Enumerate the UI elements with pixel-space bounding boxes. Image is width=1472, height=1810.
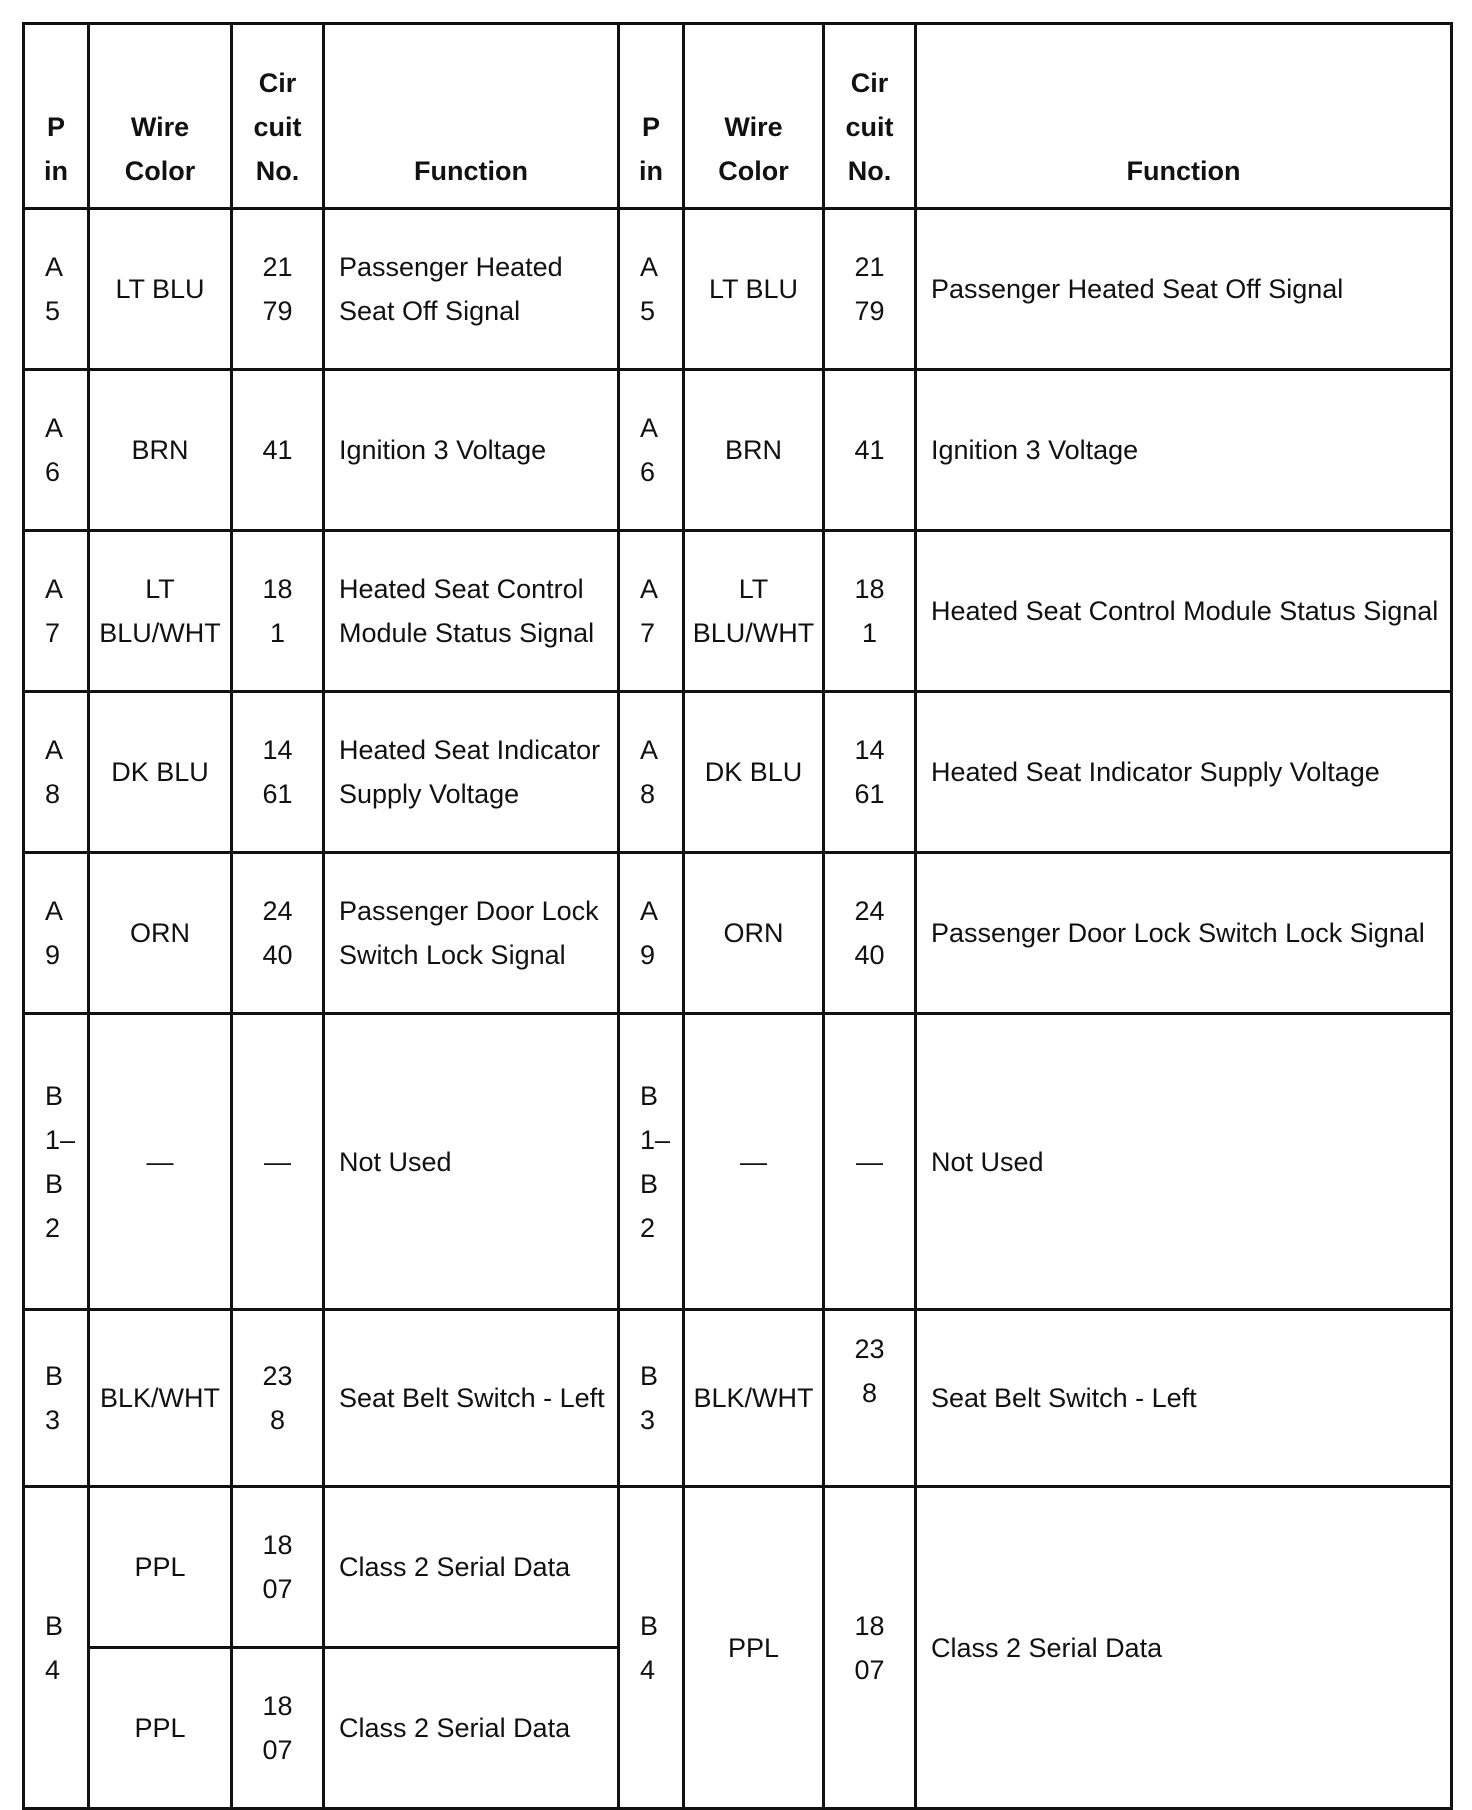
circuit-header-right: Cir cuit No.: [824, 24, 916, 209]
table-row: [24, 1014, 1452, 1310]
function-cell-right: Heated Seat Indicator Supply Voltage: [916, 692, 1452, 853]
circuit-cell: 2179: [232, 209, 324, 370]
circuit-cell-right: 41: [824, 370, 916, 531]
wire-color-cell-right: LT BLU: [684, 209, 824, 370]
circuit-cell-right: 2179: [824, 209, 916, 370]
pin-cell: A8: [24, 692, 89, 853]
function-cell: Class 2 Serial Data: [324, 1487, 619, 1648]
pin-header-right: P in: [619, 24, 684, 209]
circuit-cell-right: 1461: [824, 692, 916, 853]
pin-cell-right: A6: [619, 370, 684, 531]
wire-color-cell: LT BLU/WHT: [89, 531, 232, 692]
header-row: [24, 24, 1452, 209]
pin-cell: B1–B2: [24, 1014, 89, 1310]
table-row: [24, 692, 1452, 853]
circuit-cell: 1461: [232, 692, 324, 853]
pin-cell-right: A9: [619, 853, 684, 1014]
function-cell: Not Used: [324, 1014, 619, 1310]
circuit-header: Cir cuit No.: [232, 24, 324, 209]
circuit-cell-right: 1807: [824, 1487, 916, 1809]
function-cell: Ignition 3 Voltage: [324, 370, 619, 531]
circuit-cell: 41: [232, 370, 324, 531]
table-row: [24, 209, 1452, 370]
wire-color-cell-right: LT BLU/WHT: [684, 531, 824, 692]
wire-color-cell: PPL: [89, 1487, 232, 1648]
wire-color-cell-right: —: [684, 1014, 824, 1310]
wire-color-cell-right: DK BLU: [684, 692, 824, 853]
function-cell-right: Class 2 Serial Data: [916, 1487, 1452, 1809]
wire-color-cell: DK BLU: [89, 692, 232, 853]
function-cell-right: Ignition 3 Voltage: [916, 370, 1452, 531]
pin-cell: A6: [24, 370, 89, 531]
function-cell: Class 2 Serial Data: [324, 1648, 619, 1809]
circuit-cell-right: 181: [824, 531, 916, 692]
circuit-cell: —: [232, 1014, 324, 1310]
pin-cell-right: B1–B2: [619, 1014, 684, 1310]
function-cell-right: Not Used: [916, 1014, 1452, 1310]
circuit-cell: 1807: [232, 1487, 324, 1648]
pin-cell: B4: [24, 1487, 89, 1809]
connector-pinout-table: [22, 22, 1453, 1810]
wire-color-cell-right: PPL: [684, 1487, 824, 1809]
wire-color-header-right: Wire Color: [684, 24, 824, 209]
wire-color-cell: PPL: [89, 1648, 232, 1809]
pin-cell-right: A8: [619, 692, 684, 853]
circuit-cell: 238: [232, 1310, 324, 1487]
circuit-cell-right: —: [824, 1014, 916, 1310]
function-cell: Passenger Door Lock Switch Lock Signal: [324, 853, 619, 1014]
wire-color-cell: LT BLU: [89, 209, 232, 370]
function-cell-right: Seat Belt Switch - Left: [916, 1310, 1452, 1487]
circuit-cell: 2440: [232, 853, 324, 1014]
function-cell-right: Passenger Heated Seat Off Signal: [916, 209, 1452, 370]
wire-color-cell-right: BRN: [684, 370, 824, 531]
wire-color-cell-right: BLK/WHT: [684, 1310, 824, 1487]
table-row: [24, 370, 1452, 531]
table-row: [24, 531, 1452, 692]
function-header-right: Function: [916, 24, 1452, 209]
circuit-cell: 1807: [232, 1648, 324, 1809]
pin-cell: B3: [24, 1310, 89, 1487]
table-row: [24, 853, 1452, 1014]
function-cell: Heated Seat Indicator Supply Voltage: [324, 692, 619, 853]
wire-color-cell-right: ORN: [684, 853, 824, 1014]
circuit-cell-right: 2440: [824, 853, 916, 1014]
circuit-cell: 181: [232, 531, 324, 692]
function-cell: Heated Seat Control Module Status Signal: [324, 531, 619, 692]
table-row: [24, 1310, 1452, 1487]
pin-cell-right: A5: [619, 209, 684, 370]
function-cell-right: Heated Seat Control Module Status Signal: [916, 531, 1452, 692]
pin-cell-right: B3: [619, 1310, 684, 1487]
wire-color-cell: —: [89, 1014, 232, 1310]
wire-color-cell: ORN: [89, 853, 232, 1014]
wire-color-header: Wire Color: [89, 24, 232, 209]
circuit-cell-right: 238: [824, 1310, 916, 1487]
pin-cell: A9: [24, 853, 89, 1014]
wire-color-cell: BLK/WHT: [89, 1310, 232, 1487]
function-cell: Passenger Heated Seat Off Signal: [324, 209, 619, 370]
pin-cell-right: B4: [619, 1487, 684, 1809]
table-row: [24, 1487, 1452, 1648]
function-cell-right: Passenger Door Lock Switch Lock Signal: [916, 853, 1452, 1014]
function-header: Function: [324, 24, 619, 209]
function-cell: Seat Belt Switch - Left: [324, 1310, 619, 1487]
pin-cell: A5: [24, 209, 89, 370]
wire-color-cell: BRN: [89, 370, 232, 531]
pin-cell: A7: [24, 531, 89, 692]
pin-header: P in: [24, 24, 89, 209]
pin-cell-right: A7: [619, 531, 684, 692]
